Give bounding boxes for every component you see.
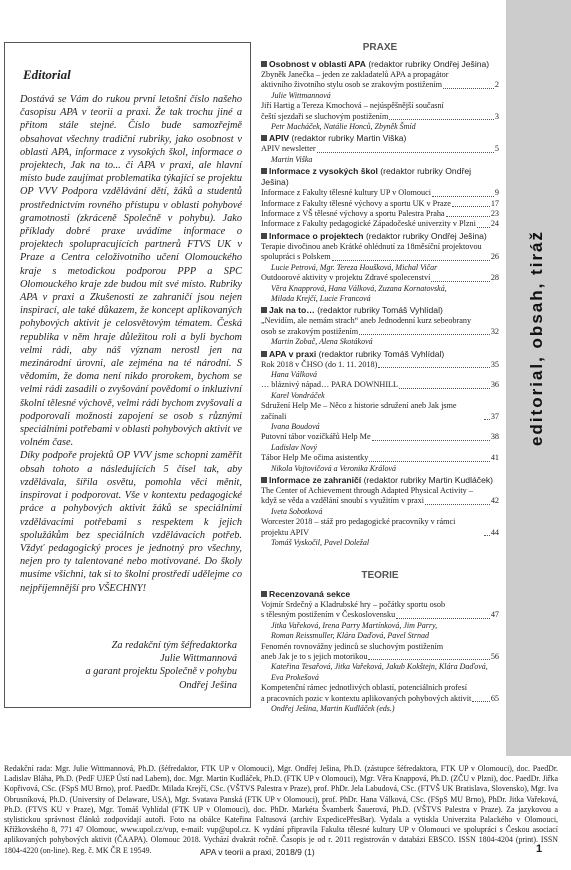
sidebar-label-wrap bbox=[510, 218, 565, 458]
toc-category bbox=[261, 133, 499, 144]
toc-entry bbox=[261, 432, 499, 442]
toc-entry-title: Tábor Help Me očima asistentky bbox=[261, 453, 369, 463]
toc-entry bbox=[261, 252, 499, 262]
toc-entry-title: s tělesným postižením v Československu bbox=[261, 610, 396, 620]
toc-page-number: 38 bbox=[490, 432, 499, 442]
toc-category bbox=[261, 166, 499, 188]
toc-page-number: 42 bbox=[490, 496, 499, 506]
toc-entry-title: Informace z Fakulty tělesné výchovy a sportu UK v Praze bbox=[261, 198, 451, 208]
category-editor: (redaktor rubriky Ondřej Ješina) bbox=[365, 59, 490, 69]
toc-authors: Lucie Petrová, Mgr. Tereza Houšková, Michal Vičar bbox=[271, 262, 438, 272]
toc-entry bbox=[261, 327, 499, 337]
toc-authors: Julie Wittmannová bbox=[271, 90, 331, 100]
toc-entry-line: Vojmír Srdečný a Kladrubské hry – počátky sportu osob bbox=[261, 600, 446, 609]
teorie-heading: TEORIE bbox=[361, 570, 399, 581]
toc-page-number: 65 bbox=[490, 693, 499, 703]
toc-page-number: 35 bbox=[490, 359, 499, 369]
toc-teorie bbox=[261, 588, 499, 714]
toc-page-number: 26 bbox=[490, 252, 499, 262]
toc-authors: Milada Krejčí, Lucie Francová bbox=[271, 293, 371, 303]
toc-entry-line: Zbyněk Janečka – jeden ze zakladatelů APA a propagátor bbox=[261, 70, 449, 79]
category-bullet-icon bbox=[261, 307, 267, 313]
category-editor: (redaktor rubriky Tomáš Vyhlídal) bbox=[316, 348, 445, 359]
toc-page-number: 47 bbox=[490, 610, 499, 620]
toc-entry bbox=[261, 694, 499, 704]
toc-entry bbox=[261, 360, 499, 370]
category-title: Osobnost v oblasti APA bbox=[269, 59, 366, 69]
toc-entry bbox=[261, 652, 499, 662]
signature-line: Za redakční tým šéfredaktorka bbox=[111, 640, 237, 651]
toc-category bbox=[261, 305, 499, 316]
editorial-signature bbox=[15, 639, 237, 692]
editorial-box bbox=[4, 42, 251, 708]
toc-entry-title: APIV newsletter bbox=[261, 144, 316, 154]
category-title: Informace z vysokých škol bbox=[269, 166, 378, 177]
toc-page-number: 24 bbox=[490, 219, 499, 229]
toc-page-number: 28 bbox=[490, 273, 499, 283]
toc-authors: Ladislav Nový bbox=[271, 442, 317, 452]
toc-entry bbox=[261, 219, 499, 229]
toc-leader bbox=[432, 196, 494, 197]
category-title: Informace o projektech bbox=[269, 230, 364, 241]
category-bullet-icon bbox=[261, 135, 267, 141]
toc-entry bbox=[261, 80, 499, 90]
toc-entry-title: a pracovních pozic v kontextu aplikovaných pohybových aktivit bbox=[261, 693, 472, 703]
toc-leader bbox=[431, 281, 489, 282]
toc-entry bbox=[261, 209, 499, 219]
toc-category bbox=[261, 475, 499, 486]
toc-authors: Tomáš Vyskočil, Pavel Doležal bbox=[271, 538, 370, 548]
toc-authors: Eva Prokešová bbox=[271, 672, 319, 682]
page-number: 1 bbox=[536, 843, 543, 855]
category-bullet-icon bbox=[261, 168, 267, 174]
imprint: Redakční rada: Mgr. Julie Wittmannová, Ph.D. (šéfredaktor, FTK UP v Olomouci), Mgr. Ondřej Ješina, Ph.D. (zástupce šéfredaktora, FTK UP v Olomouci), doc. PaedDr. Ladislav Bláha, Ph.D. (PedF UJEP Ústí nad Labem), doc. Mgr. Martin Kudláček, Ph.D. (FTK UP v Olomouci), Mgr. Věra Knappová, Ph.D. (ZČU v Plzni), doc. PaedDr. Jiřka Kopřivová, CSc. (FSpS MU Brno), prof. PaedDr. Milada Krejčí, CSc. (VŠTVS Palestra v Praze), prof. PhDr. Jela Labudová, CSc. (FTVŠ UK Bratislava, Slovensko), Mgr. Iva Obrusníková, Ph.D. (University of Delaware, USA), Mgr. Svatava Panská (FTK UP v Olomouci), prof. PhDr. Hana Válková, CSc. (FSpS MU Brno), PhDr. Jitka Vařeková, Ph.D. (FTVS KU v Praze), Mgr. Tomáš Vyhlídal (FTK UP v Olomouci), doc. PhDr. Markéta Švamberk Šauerová, Ph.D. (VŠTVS Palestra v Praze). Za jazykovou a stylistickou správnost článků zodpovídají autoři. Foto na obálce Kateřina Faltusová (archiv ExpedicePřesBar). Vydala a vytiskla Univerzita Palackého v Olomouci, Křížkovského 8, 771 47 Olomouc, www.upol.cz/vup, e-mail: vup@upol.cz. K vydání připravila Fakulta tělesné kultury UP v Olomouci ve spolupráci s Českou asociací aplikovaných pohybových aktivit (ČAAPA). Olomouc 2018. Vychází dvakrát ročně. Časopis je od r. 2011 registrován v databázi EBSCO. ISSN 1804-4204 (print). ISSN 1804-4220 (on-line). Reg. č. MK ČR E 19549. bbox=[4, 764, 558, 855]
praxe-heading: PRAXE bbox=[362, 42, 398, 53]
category-bullet-icon bbox=[261, 61, 267, 67]
toc-entry-line: „Nevidím, ale nemám strach“ aneb Jednodenní kurz sebeobrany bbox=[261, 316, 472, 326]
toc-authors: Věra Knapprová, Hana Válková, Zuzana Kornatovská, bbox=[271, 283, 447, 293]
toc-authors: Kateřina Tesařová, Jitka Vařeková, Jakub Kokštejn, Klára Daďová, bbox=[271, 662, 488, 672]
toc-entry-line: Kompetenční rámec jednotlivých oblastí, potenciálních profesí bbox=[261, 683, 467, 693]
toc-authors: Martin Zobač, Alena Skotáková bbox=[271, 337, 373, 347]
toc-entry bbox=[261, 401, 499, 422]
toc-entry bbox=[261, 453, 499, 463]
toc-entry-line: Fenomén rovnovážny jedinců se sluchovým postižením bbox=[261, 641, 444, 651]
toc-leader bbox=[378, 367, 489, 368]
toc-page-number: 3 bbox=[494, 111, 499, 121]
toc-page-number: 56 bbox=[490, 652, 499, 662]
toc-page-number: 44 bbox=[490, 527, 499, 537]
toc-leader bbox=[443, 88, 494, 89]
toc-entry-title: aktivního životního stylu osob se zrakovým postižením bbox=[261, 80, 443, 90]
toc-entry bbox=[261, 188, 499, 198]
toc-entry bbox=[261, 273, 499, 283]
toc-page-number: 41 bbox=[490, 453, 499, 463]
toc-leader bbox=[359, 334, 490, 335]
toc-category bbox=[261, 59, 499, 70]
toc-entry bbox=[261, 144, 499, 154]
category-title: Jak na to… bbox=[269, 305, 315, 316]
toc-category bbox=[261, 231, 499, 242]
toc-leader bbox=[369, 461, 489, 462]
toc-leader bbox=[399, 388, 490, 389]
toc-leader bbox=[477, 227, 490, 228]
category-bullet-icon bbox=[261, 477, 267, 483]
toc-authors: Karel Vondráček bbox=[271, 390, 325, 400]
editorial-paragraph: Dostává se Vám do rukou první letošní číslo našeho časopisu APA v teorii a praxi. Že tak trochu jiné a přitom stále stejné. Číslo bude samozřejmě obsahovat všechny tradiční rubriky, jako osobnost v oblasti APA, informace z vysokých škol, informace o projektech, Jak na to... či APA v praxi, ale hlavní místo bude zaujímat problematika týkající se projektu OP VVV Podpora vzdělávání dětí, žáků a studentů prostřednictvím rovného přístupu v oblasti pohybové gramotnosti (zkráceně Společně v pohybu). Jako příklady dobré praxe uvádíme informace o projektech spolupracujících partnerů FTVS UK v Praze a Centra celoživotního učení Olomouckého kraje s metodickou podporou PPP a SPC Olomouckého kraje zde budou mít své místo. Rubriky APA v praxi a Zkušenosti ze zahraničí jsou nejen inspirací, ale také důkazem, že koncept aplikovaných pohybových aktivit je celosvětovým tématem. Česká republika v něm hraje důležitou roli a byli bychom velmi rádi, aby náš význam nerostl jen na mezinárodní úrovni, ale zejména na té národní. S vědomím, že doma není nikdo prorokem, bychom se velmi rádi zasadili o zvyšování povědomí o inkluzivní školní tělesné výchově, velmi rádi bychom zvyšovali a podporovali možnosti zapojení se osob s různými speciálními potřebami v oblasti pohybových aktivit ve volném čase. bbox=[20, 94, 242, 449]
toc-leader bbox=[389, 119, 494, 120]
signature-line: Ondřej Ješina bbox=[178, 679, 237, 691]
category-title: Recenzovaná sekce bbox=[269, 589, 351, 599]
editorial-paragraph: Díky podpoře projektů OP VVV jsme schopni zaměřit obsah tohoto a následujících 5 čísel tak, aby vzdělávala, šířila osvětu, pomohla věci měnit, inspirovat i podporovat. Vše v kontextu pedagogické práce a pohybových aktivit žáků se speciálními vzdělávacími potřebami s respektem k jejich spolužákům bez speciálních vzdělávacích potřeb. Vždyť pedagogický proces je jednotný pro všechny, nejen pro ty talentované nebo motivované. Do školy musíme všichni, tak si to školní prostředí udělejme co nejpříjemnější pro VŠECHNY! bbox=[20, 450, 242, 594]
toc-entry bbox=[261, 496, 499, 506]
toc-page-number: 2 bbox=[494, 80, 499, 90]
toc-entry-line: Jiří Hartig a Tereza Kmochová – nejúspěšnější současní bbox=[261, 101, 444, 111]
toc-entry bbox=[261, 199, 499, 209]
toc-category bbox=[261, 589, 499, 600]
toc-authors: Nikola Vojtovičová a Veronika Králová bbox=[271, 463, 397, 473]
toc-page-number: 17 bbox=[490, 198, 499, 208]
category-bullet-icon bbox=[261, 591, 267, 597]
category-editor: (redaktor rubriky Tomáš Vyhlídal) bbox=[314, 305, 443, 316]
toc-page-number: 32 bbox=[490, 326, 499, 336]
toc-page-number: 37 bbox=[490, 411, 499, 421]
category-editor: (redaktor rubriky Ondřej Ješina) bbox=[261, 166, 472, 188]
category-bullet-icon bbox=[261, 351, 267, 357]
category-editor: (redaktor rubriky Ondřej Ješina) bbox=[363, 230, 487, 241]
toc-entry-line: Terapie divočinou aneb Krátké ohlédnutí za 18měsíční projektovou bbox=[261, 241, 482, 251]
journal-footer: APA v teorii a praxi, 2018/9 (1) bbox=[200, 847, 315, 857]
sidebar-label: editorial, obsah, tiráž bbox=[527, 229, 547, 447]
signature-line: Julie Wittmannová bbox=[160, 653, 237, 665]
toc-entry-title: Worcester 2018 – stáž pro pedagogické pracovníky v rámci projektu APIV bbox=[261, 517, 456, 537]
toc-page-number: 36 bbox=[490, 380, 499, 390]
toc-leader bbox=[317, 152, 494, 153]
toc-leader bbox=[472, 701, 489, 702]
toc-authors: Iveta Sobotková bbox=[271, 506, 323, 516]
toc-entry bbox=[261, 610, 499, 620]
toc-authors: Ondřej Ješina, Martin Kudláček (eds.) bbox=[271, 704, 395, 714]
signature-line: a garant projektu Společně v pohybu bbox=[85, 666, 237, 678]
toc-authors: Martin Viška bbox=[271, 154, 313, 164]
toc-leader bbox=[368, 659, 489, 660]
toc-leader bbox=[396, 618, 490, 619]
toc-page-number: 23 bbox=[490, 209, 499, 219]
toc-leader bbox=[446, 216, 490, 217]
toc-page-number: 9 bbox=[494, 188, 499, 198]
toc-entry bbox=[261, 380, 499, 390]
toc-praxe bbox=[261, 58, 499, 548]
category-editor: (redaktor rubriky Martin Viška) bbox=[289, 133, 407, 144]
toc-leader bbox=[425, 504, 490, 505]
category-title: APIV bbox=[269, 133, 290, 144]
category-bullet-icon bbox=[261, 233, 267, 239]
category-title: Informace ze zahraničí bbox=[269, 475, 362, 485]
toc-entry bbox=[261, 112, 499, 122]
editorial-body bbox=[20, 93, 242, 595]
toc-entry-title: aneb Jak je to s jejich motorikou bbox=[261, 652, 368, 662]
toc-entry-title: osob se zrakovým postižením bbox=[261, 326, 359, 336]
toc-authors: Roman Reissmuller, Klára Daďová, Pavel Strnad bbox=[271, 631, 429, 641]
toc-entry-title: Rok 2018 v ČHSO (do 1. 11. 2018) bbox=[261, 359, 378, 369]
toc-entry-title: čeští sjezdaři se sluchovým postižením bbox=[261, 111, 389, 121]
toc-leader bbox=[332, 260, 490, 261]
toc-page-number: 5 bbox=[494, 144, 499, 154]
toc-entry-title: Putovní tábor vozíčkářů Help Me bbox=[261, 432, 371, 442]
category-editor: (redaktor rubriky Martin Kudláček) bbox=[361, 475, 494, 485]
toc-entry bbox=[261, 517, 499, 538]
toc-authors: Ivana Boudová bbox=[271, 421, 320, 431]
category-title: APA v praxi bbox=[269, 348, 317, 359]
toc-leader bbox=[484, 535, 490, 536]
toc-entry-title: spolupráci s Polskem bbox=[261, 252, 331, 262]
toc-leader bbox=[452, 206, 490, 207]
toc-entry-title: … bláznivý nápad… PARA DOWNHILL bbox=[261, 380, 399, 390]
toc-entry-title: Sdružení Help Me – Něco z historie sdružení aneb Jak jsme začínali bbox=[261, 401, 457, 421]
toc-authors: Petr Macháček, Natálie Honců, Zbyněk Šmíd bbox=[271, 122, 416, 132]
toc-entry-title: když se věda a vzdělání snoubí s využitím v praxi bbox=[261, 496, 425, 506]
toc-entry-title: Informace z Fakulty pedagogické Západočeské univerzity v Plzni bbox=[261, 219, 476, 229]
toc-entry-title: Informace z VŠ tělesné výchovy a sportu Palestra Praha bbox=[261, 209, 445, 219]
editorial-title: Editorial bbox=[23, 67, 71, 82]
toc-authors: Hana Válková bbox=[271, 369, 317, 379]
toc-authors: Jitka Vařeková, Irena Parry Martínková, Jim Parry, bbox=[271, 620, 438, 630]
toc-entry-line: The Center of Achievement through Adapted Physical Activity – bbox=[261, 486, 473, 495]
toc-entry-title: Informace z Fakulty tělesné kultury UP v Olomouci bbox=[261, 188, 432, 198]
toc-leader bbox=[372, 440, 490, 441]
toc-category bbox=[261, 349, 499, 360]
toc-leader bbox=[484, 419, 490, 420]
toc-entry-title: Outdoorové aktivity v projektu Zdravé spolecenství bbox=[261, 273, 431, 283]
